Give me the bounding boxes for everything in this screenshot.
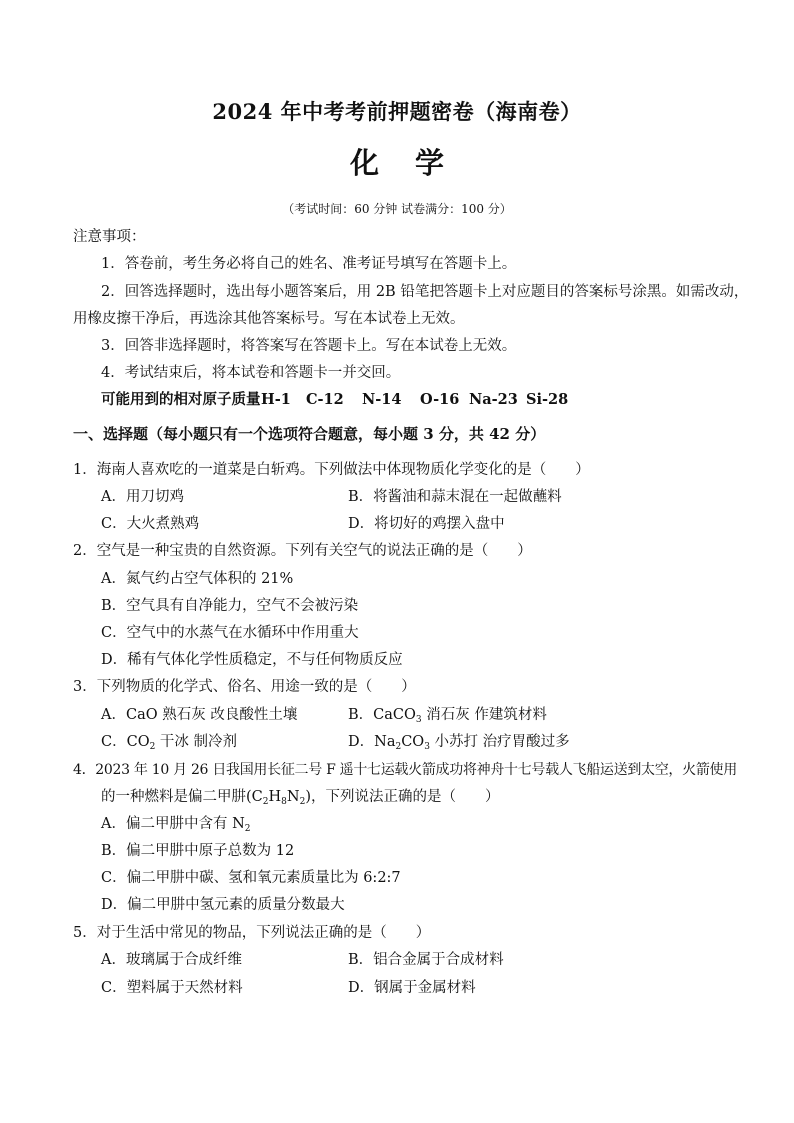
- note-item-2: 2．回答选择题时，选出每小题答案后，用 2B 铅笔把答题卡上对应题目的答案标号涂黑。如需改动，: [101, 284, 749, 300]
- atomic-mass-o: O-16: [420, 391, 460, 408]
- section-heading: 一、选择题（每小题只有一个选项符合题意，每小题 3 分，共 42 分）: [73, 425, 546, 443]
- question-4-option-d: D．偏二甲肼中氢元素的质量分数最大: [101, 897, 345, 913]
- question-4-stem-line-1: 4．2023 年 10 月 26 日我国用长征二号 F 遥十七运载火箭成功将神舟十七号载人飞船运送到太空，火箭使用: [73, 762, 737, 778]
- question-2-option-d: D．稀有气体化学性质稳定，不与任何物质反应: [101, 652, 403, 668]
- atomic-mass-label: 可能用到的相对原子质量: [101, 391, 261, 408]
- question-5-option-d: D．钢属于金属材料: [348, 980, 476, 996]
- question-3-stem: 3．下列物质的化学式、俗名、用途一致的是（ ）: [73, 679, 416, 695]
- question-4-option-b: B．偏二甲肼中原子总数为 12: [101, 843, 295, 859]
- question-5-option-a: A．玻璃属于合成纤维: [101, 952, 242, 968]
- exam-info: （考试时间：60 分钟 试卷满分：100 分）: [282, 202, 512, 216]
- question-2-option-a: A．氮气约占空气体积的 21%: [101, 571, 294, 587]
- atomic-mass-h: H-1: [261, 391, 291, 408]
- notes-heading: 注意事项：: [73, 229, 146, 245]
- question-1-option-c: C．大火煮熟鸡: [101, 516, 200, 532]
- atomic-mass-na: Na-23: [469, 391, 518, 408]
- question-2-option-c: C．空气中的水蒸气在水循环中作用重大: [101, 625, 359, 641]
- question-3-option-d: D．$Na_2CO_3$ 小苏打 治疗胃酸过多: [348, 734, 570, 752]
- question-1-option-d: D．将切好的鸡摆入盘中: [348, 516, 505, 532]
- question-3-option-a: A．CaO 熟石灰 改良酸性土壤: [101, 707, 298, 723]
- question-1-stem: 1．海南人喜欢吃的一道菜是白斩鸡。下列做法中体现物质化学变化的是（ ）: [73, 462, 590, 478]
- page-title: 2024 年中考考前押题密卷（海南卷）: [212, 99, 582, 124]
- question-5-option-c: C．塑料属于天然材料: [101, 980, 243, 996]
- subject-title: 化学: [349, 146, 480, 180]
- note-item-4: 4．考试结束后，将本试卷和答题卡一并交回。: [101, 365, 401, 381]
- question-3-option-c: C．$CO_2$ 干冰 制冷剂: [101, 734, 238, 752]
- atomic-mass-c: C-12: [306, 391, 344, 408]
- question-4-stem-line-2: 的一种燃料是偏二甲肼$(C_2H_8N_2)$，下列说法正确的是（ ）: [101, 789, 500, 807]
- question-2-stem: 2．空气是一种宝贵的自然资源。下列有关空气的说法正确的是（ ）: [73, 543, 532, 559]
- question-4-option-c: C．偏二甲肼中碳、氢和氧元素质量比为 6:2:7: [101, 870, 401, 886]
- question-5-stem: 5．对于生活中常见的物品，下列说法正确的是（ ）: [73, 925, 431, 941]
- question-3-option-b: B．CaCO$_3$ 消石灰 作建筑材料: [348, 707, 547, 725]
- atomic-mass-n: N-14: [362, 391, 402, 408]
- atomic-mass-si: Si-28: [526, 391, 569, 408]
- question-4-option-a: A．偏二甲肼中含有 $N_2$: [101, 816, 251, 834]
- note-item-3: 3．回答非选择题时，将答案写在答题卡上。写在本试卷上无效。: [101, 338, 517, 354]
- question-1-option-b: B．将酱油和蒜末混在一起做蘸料: [348, 489, 562, 505]
- note-item-2-cont: 用橡皮擦干净后，再选涂其他答案标号。写在本试卷上无效。: [73, 311, 465, 327]
- question-2-option-b: B．空气具有自净能力，空气不会被污染: [101, 598, 359, 614]
- note-item-1: 1．答卷前，考生务必将自己的姓名、准考证号填写在答题卡上。: [101, 256, 517, 272]
- question-1-option-a: A．用刀切鸡: [101, 489, 184, 505]
- question-5-option-b: B．铝合金属于合成材料: [348, 952, 504, 968]
